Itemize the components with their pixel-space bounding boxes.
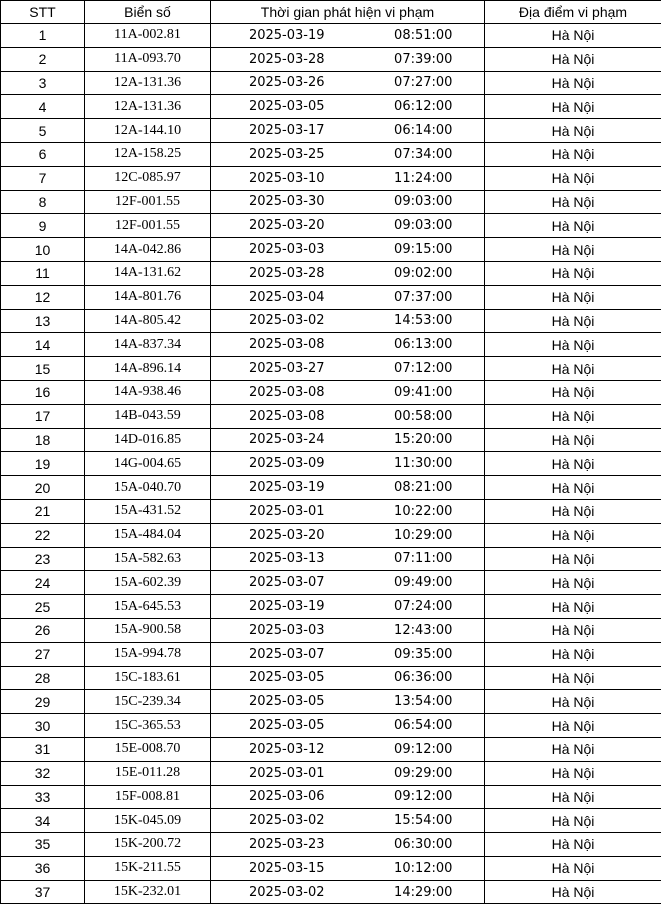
row-plate-cell: 14A-042.86 (85, 238, 211, 262)
table-row (1, 761, 661, 785)
row-stt-cell: 28 (1, 666, 85, 690)
row-date-cell: 2025-03-02 (211, 880, 363, 904)
row-location-cell: Hà Nội (485, 833, 661, 857)
table-row (1, 71, 661, 95)
row-stt-cell: 15 (1, 357, 85, 381)
row-date-cell: 2025-03-17 (211, 119, 363, 143)
row-stt-cell: 8 (1, 190, 85, 214)
row-time-cell: 06:12:00 (363, 95, 485, 119)
row-location-cell: Hà Nội (485, 166, 661, 190)
table-row (1, 357, 661, 381)
row-plate-cell: 14A-801.76 (85, 285, 211, 309)
row-time-cell: 09:03:00 (363, 214, 485, 238)
row-stt-cell: 34 (1, 809, 85, 833)
row-plate-cell: 14A-805.42 (85, 309, 211, 333)
row-stt-cell: 6 (1, 142, 85, 166)
row-location-cell: Hà Nội (485, 499, 661, 523)
table-row (1, 880, 661, 904)
row-location-cell: Hà Nội (485, 285, 661, 309)
table-header (1, 1, 661, 24)
row-location-cell: Hà Nội (485, 809, 661, 833)
table-row (1, 285, 661, 309)
row-time-cell: 06:36:00 (363, 666, 485, 690)
row-plate-cell: 12C-085.97 (85, 166, 211, 190)
row-date-cell: 2025-03-23 (211, 833, 363, 857)
row-stt-cell: 3 (1, 71, 85, 95)
row-time-cell: 06:14:00 (363, 119, 485, 143)
row-stt-cell: 21 (1, 499, 85, 523)
row-time-cell: 15:54:00 (363, 809, 485, 833)
row-date-cell: 2025-03-20 (211, 214, 363, 238)
table-row (1, 690, 661, 714)
row-stt-cell: 14 (1, 333, 85, 357)
row-time-cell: 09:12:00 (363, 737, 485, 761)
column-header-plate: Biển số (85, 1, 211, 24)
table-row (1, 595, 661, 619)
row-time-cell: 07:24:00 (363, 595, 485, 619)
table-row (1, 547, 661, 571)
row-date-cell: 2025-03-03 (211, 618, 363, 642)
row-stt-cell: 9 (1, 214, 85, 238)
row-time-cell: 06:30:00 (363, 833, 485, 857)
row-stt-cell: 29 (1, 690, 85, 714)
row-date-cell: 2025-03-05 (211, 690, 363, 714)
table-row (1, 95, 661, 119)
row-location-cell: Hà Nội (485, 261, 661, 285)
row-time-cell: 09:03:00 (363, 190, 485, 214)
row-date-cell: 2025-03-08 (211, 380, 363, 404)
row-date-cell: 2025-03-20 (211, 523, 363, 547)
row-plate-cell: 15E-011.28 (85, 761, 211, 785)
row-plate-cell: 12F-001.55 (85, 214, 211, 238)
row-date-cell: 2025-03-07 (211, 571, 363, 595)
row-stt-cell: 24 (1, 571, 85, 595)
table-row (1, 119, 661, 143)
table-row (1, 238, 661, 262)
row-location-cell: Hà Nội (485, 714, 661, 738)
row-time-cell: 00:58:00 (363, 404, 485, 428)
row-location-cell: Hà Nội (485, 119, 661, 143)
table-row (1, 714, 661, 738)
row-stt-cell: 27 (1, 642, 85, 666)
row-location-cell: Hà Nội (485, 190, 661, 214)
row-location-cell: Hà Nội (485, 47, 661, 71)
table-row (1, 856, 661, 880)
row-location-cell: Hà Nội (485, 452, 661, 476)
row-stt-cell: 13 (1, 309, 85, 333)
row-plate-cell: 12A-131.36 (85, 95, 211, 119)
row-location-cell: Hà Nội (485, 666, 661, 690)
row-plate-cell: 15A-582.63 (85, 547, 211, 571)
row-plate-cell: 15A-645.53 (85, 595, 211, 619)
row-date-cell: 2025-03-02 (211, 809, 363, 833)
row-stt-cell: 30 (1, 714, 85, 738)
row-location-cell: Hà Nội (485, 690, 661, 714)
row-plate-cell: 14B-043.59 (85, 404, 211, 428)
table-row (1, 833, 661, 857)
table-row (1, 142, 661, 166)
table-row (1, 666, 661, 690)
row-time-cell: 12:43:00 (363, 618, 485, 642)
row-location-cell: Hà Nội (485, 428, 661, 452)
row-location-cell: Hà Nội (485, 856, 661, 880)
row-time-cell: 08:51:00 (363, 24, 485, 48)
row-plate-cell: 15C-239.34 (85, 690, 211, 714)
row-date-cell: 2025-03-30 (211, 190, 363, 214)
row-stt-cell: 31 (1, 737, 85, 761)
row-time-cell: 13:54:00 (363, 690, 485, 714)
row-time-cell: 09:49:00 (363, 571, 485, 595)
row-plate-cell: 15A-900.58 (85, 618, 211, 642)
row-location-cell: Hà Nội (485, 737, 661, 761)
row-location-cell: Hà Nội (485, 24, 661, 48)
row-date-cell: 2025-03-01 (211, 499, 363, 523)
row-location-cell: Hà Nội (485, 333, 661, 357)
table-row (1, 452, 661, 476)
table-row (1, 309, 661, 333)
table-row (1, 261, 661, 285)
row-date-cell: 2025-03-05 (211, 714, 363, 738)
row-stt-cell: 37 (1, 880, 85, 904)
row-date-cell: 2025-03-13 (211, 547, 363, 571)
row-plate-cell: 12F-001.55 (85, 190, 211, 214)
row-time-cell: 07:34:00 (363, 142, 485, 166)
row-plate-cell: 15K-211.55 (85, 856, 211, 880)
row-date-cell: 2025-03-27 (211, 357, 363, 381)
table-row (1, 737, 661, 761)
row-plate-cell: 14A-131.62 (85, 261, 211, 285)
row-date-cell: 2025-03-12 (211, 737, 363, 761)
row-stt-cell: 25 (1, 595, 85, 619)
row-location-cell: Hà Nội (485, 214, 661, 238)
row-stt-cell: 7 (1, 166, 85, 190)
row-location-cell: Hà Nội (485, 380, 661, 404)
row-stt-cell: 10 (1, 238, 85, 262)
row-date-cell: 2025-03-19 (211, 24, 363, 48)
row-stt-cell: 23 (1, 547, 85, 571)
row-time-cell: 07:11:00 (363, 547, 485, 571)
row-plate-cell: 15E-008.70 (85, 737, 211, 761)
row-plate-cell: 15A-994.78 (85, 642, 211, 666)
row-stt-cell: 19 (1, 452, 85, 476)
row-plate-cell: 12A-131.36 (85, 71, 211, 95)
table-row (1, 571, 661, 595)
row-time-cell: 07:37:00 (363, 285, 485, 309)
row-date-cell: 2025-03-10 (211, 166, 363, 190)
row-plate-cell: 14A-837.34 (85, 333, 211, 357)
row-plate-cell: 14G-004.65 (85, 452, 211, 476)
row-plate-cell: 14A-938.46 (85, 380, 211, 404)
row-date-cell: 2025-03-25 (211, 142, 363, 166)
row-location-cell: Hà Nội (485, 357, 661, 381)
row-plate-cell: 15C-183.61 (85, 666, 211, 690)
row-location-cell: Hà Nội (485, 95, 661, 119)
row-date-cell: 2025-03-07 (211, 642, 363, 666)
row-plate-cell: 15A-431.52 (85, 499, 211, 523)
row-location-cell: Hà Nội (485, 547, 661, 571)
table-row (1, 166, 661, 190)
row-stt-cell: 2 (1, 47, 85, 71)
row-plate-cell: 14D-016.85 (85, 428, 211, 452)
row-stt-cell: 20 (1, 476, 85, 500)
row-stt-cell: 36 (1, 856, 85, 880)
row-location-cell: Hà Nội (485, 642, 661, 666)
row-plate-cell: 15K-232.01 (85, 880, 211, 904)
row-date-cell: 2025-03-28 (211, 47, 363, 71)
row-time-cell: 11:30:00 (363, 452, 485, 476)
row-stt-cell: 1 (1, 24, 85, 48)
row-time-cell: 09:02:00 (363, 261, 485, 285)
row-date-cell: 2025-03-05 (211, 95, 363, 119)
table-row (1, 499, 661, 523)
row-plate-cell: 12A-158.25 (85, 142, 211, 166)
row-time-cell: 07:12:00 (363, 357, 485, 381)
row-stt-cell: 11 (1, 261, 85, 285)
row-location-cell: Hà Nội (485, 761, 661, 785)
row-time-cell: 06:54:00 (363, 714, 485, 738)
row-date-cell: 2025-03-03 (211, 238, 363, 262)
row-location-cell: Hà Nội (485, 618, 661, 642)
row-stt-cell: 32 (1, 761, 85, 785)
row-stt-cell: 33 (1, 785, 85, 809)
row-location-cell: Hà Nội (485, 309, 661, 333)
row-plate-cell: 15A-484.04 (85, 523, 211, 547)
row-plate-cell: 11A-093.70 (85, 47, 211, 71)
row-location-cell: Hà Nội (485, 238, 661, 262)
row-time-cell: 07:39:00 (363, 47, 485, 71)
row-date-cell: 2025-03-02 (211, 309, 363, 333)
row-location-cell: Hà Nội (485, 595, 661, 619)
table-row (1, 380, 661, 404)
row-date-cell: 2025-03-04 (211, 285, 363, 309)
row-plate-cell: 15C-365.53 (85, 714, 211, 738)
row-location-cell: Hà Nội (485, 571, 661, 595)
row-stt-cell: 18 (1, 428, 85, 452)
row-time-cell: 09:29:00 (363, 761, 485, 785)
row-stt-cell: 4 (1, 95, 85, 119)
column-header-time: Thời gian phát hiện vi phạm (211, 1, 485, 24)
row-stt-cell: 17 (1, 404, 85, 428)
row-plate-cell: 14A-896.14 (85, 357, 211, 381)
row-date-cell: 2025-03-08 (211, 404, 363, 428)
header-row (1, 1, 661, 24)
row-stt-cell: 5 (1, 119, 85, 143)
row-time-cell: 10:22:00 (363, 499, 485, 523)
row-stt-cell: 35 (1, 833, 85, 857)
row-plate-cell: 15A-602.39 (85, 571, 211, 595)
row-date-cell: 2025-03-24 (211, 428, 363, 452)
row-plate-cell: 15K-200.72 (85, 833, 211, 857)
row-time-cell: 06:13:00 (363, 333, 485, 357)
row-stt-cell: 12 (1, 285, 85, 309)
row-date-cell: 2025-03-05 (211, 666, 363, 690)
table-row (1, 214, 661, 238)
table-row (1, 404, 661, 428)
row-date-cell: 2025-03-19 (211, 476, 363, 500)
row-time-cell: 15:20:00 (363, 428, 485, 452)
table-row (1, 618, 661, 642)
column-header-stt: STT (1, 1, 85, 24)
row-time-cell: 09:35:00 (363, 642, 485, 666)
row-location-cell: Hà Nội (485, 71, 661, 95)
row-location-cell: Hà Nội (485, 142, 661, 166)
table-row (1, 642, 661, 666)
row-location-cell: Hà Nội (485, 404, 661, 428)
row-plate-cell: 15A-040.70 (85, 476, 211, 500)
table-row (1, 24, 661, 48)
row-time-cell: 07:27:00 (363, 71, 485, 95)
row-plate-cell: 15F-008.81 (85, 785, 211, 809)
row-date-cell: 2025-03-28 (211, 261, 363, 285)
row-location-cell: Hà Nội (485, 785, 661, 809)
table-row (1, 333, 661, 357)
row-time-cell: 09:41:00 (363, 380, 485, 404)
row-location-cell: Hà Nội (485, 880, 661, 904)
row-date-cell: 2025-03-26 (211, 71, 363, 95)
row-time-cell: 09:12:00 (363, 785, 485, 809)
table-row (1, 428, 661, 452)
row-date-cell: 2025-03-09 (211, 452, 363, 476)
table-row (1, 523, 661, 547)
row-stt-cell: 16 (1, 380, 85, 404)
row-plate-cell: 15K-045.09 (85, 809, 211, 833)
row-time-cell: 11:24:00 (363, 166, 485, 190)
row-time-cell: 14:29:00 (363, 880, 485, 904)
row-time-cell: 14:53:00 (363, 309, 485, 333)
table-row (1, 476, 661, 500)
row-date-cell: 2025-03-15 (211, 856, 363, 880)
row-time-cell: 10:12:00 (363, 856, 485, 880)
row-plate-cell: 12A-144.10 (85, 119, 211, 143)
row-time-cell: 08:21:00 (363, 476, 485, 500)
row-stt-cell: 26 (1, 618, 85, 642)
row-date-cell: 2025-03-06 (211, 785, 363, 809)
table-row (1, 809, 661, 833)
row-stt-cell: 22 (1, 523, 85, 547)
table-row (1, 190, 661, 214)
row-date-cell: 2025-03-19 (211, 595, 363, 619)
row-plate-cell: 11A-002.81 (85, 24, 211, 48)
column-header-location: Địa điểm vi phạm (485, 1, 661, 24)
row-time-cell: 10:29:00 (363, 523, 485, 547)
row-location-cell: Hà Nội (485, 523, 661, 547)
table-row (1, 47, 661, 71)
row-date-cell: 2025-03-08 (211, 333, 363, 357)
row-time-cell: 09:15:00 (363, 238, 485, 262)
table-row (1, 785, 661, 809)
row-location-cell: Hà Nội (485, 476, 661, 500)
row-date-cell: 2025-03-01 (211, 761, 363, 785)
table-body (1, 24, 661, 904)
